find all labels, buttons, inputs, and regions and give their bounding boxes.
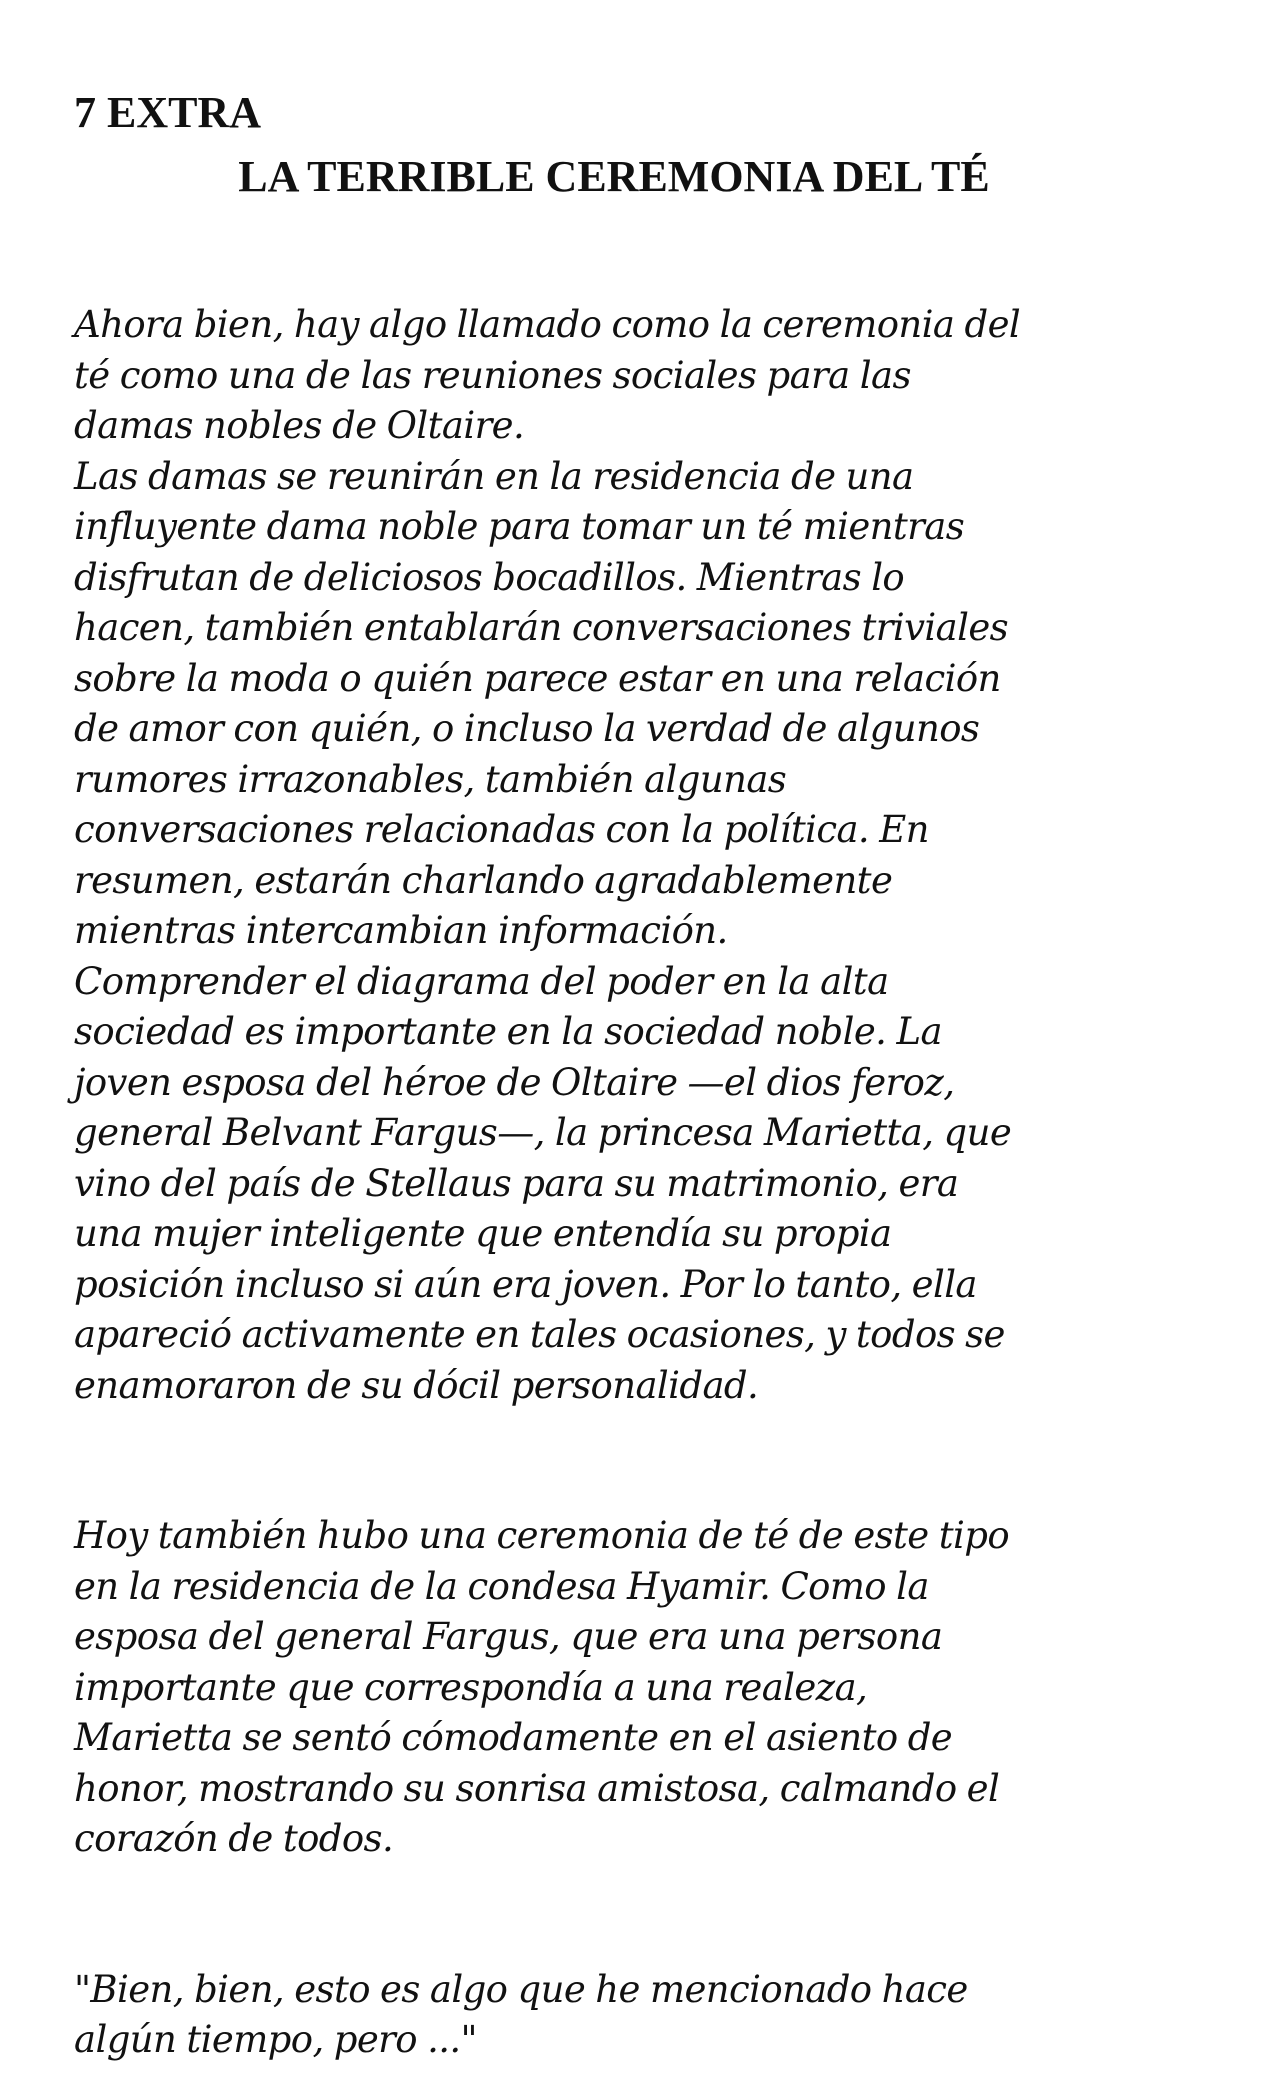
chapter-number: 7 EXTRA: [74, 88, 262, 137]
paragraph-dialogue: "Bien, bien, esto es algo que he mencionado hace algún tiempo, pero ...": [74, 1967, 968, 2061]
paragraph-intro: Ahora bien, hay algo llamado como la ceremonia del té como una de las reuniones sociales para las damas nobles de Oltaire.: [74, 303, 1021, 447]
document-page: [74, 88, 1214, 2066]
paragraph-power-diagram: Comprender el diagrama del poder en la alta sociedad es importante en la sociedad noble. La joven esposa del héroe de Oltaire —el dios feroz, general Belvant Fargus—, la princesa Marietta, que vino del país de Stellaus para su matrimonio, era una mujer inteligente que entendía su propia posición incluso si aún era joven. Por lo tanto, ella apareció activamente en tales ocasiones, y todos se enamoraron de su dócil personalidad.: [74, 959, 1012, 1407]
paragraph-ladies-gathering: Las damas se reunirán en la residencia de una influyente dama noble para tomar un té mientras disfrutan de deliciosos bocadillos. Mientras lo hacen, también entablarán conversaciones triviales sobre la moda o quién parece estar en una relación de amor con quién, o incluso la verdad de algunos rumores irrazonables, también algunas conversaciones relacionadas con la política. En resumen, estarán charlando agradablemente mientras intercambian información.: [74, 454, 1009, 952]
chapter-title: LA TERRIBLE CEREMONIA DEL TÉ: [238, 152, 990, 201]
paragraph-tea-ceremony-today: Hoy también hubo una ceremonia de té de este tipo en la residencia de la condesa Hyamir. Como la esposa del general Fargus, que era una persona importante que correspondía a una realeza, Marietta se sentó cómodamente en el asiento de honor, mostrando su sonrisa amistosa, calmando el corazón de todos.: [74, 1514, 1010, 1860]
